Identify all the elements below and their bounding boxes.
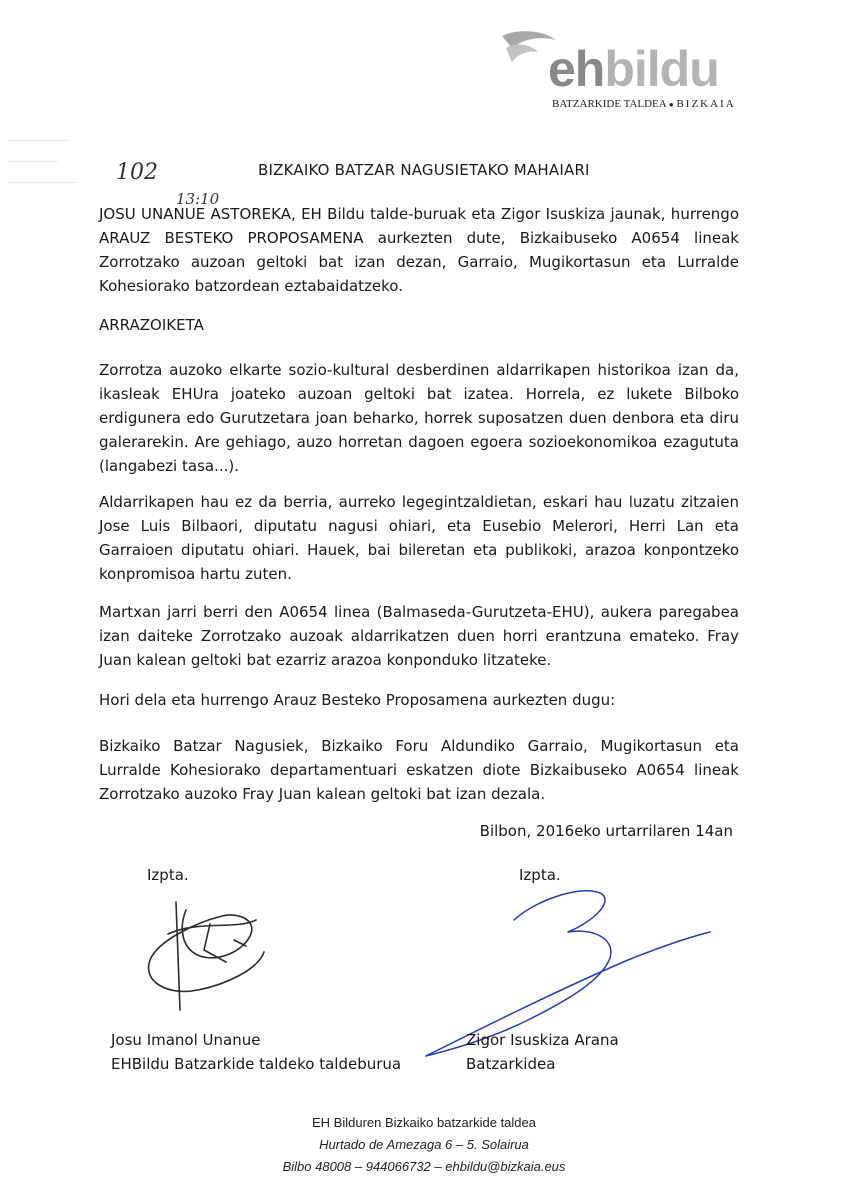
signature-label-right: Izpta. [519, 866, 561, 884]
signature-label-left: Izpta. [147, 866, 189, 884]
paragraph-2: Aldarrikapen hau ez da berria, aurreko legegintzaldietan, eskari hau luzatu zitzaien Jose Luis Bilbaori, diputatu nagusi ohiari, eta Eusebio Melerori, Herri Lan eta Garraioen diputatu ohiari. Hauek, bai bileretan eta publikoki, arazoa konpontzeko konpromisoa hartu zuten. [99, 493, 739, 583]
footer-line-3: Bilbo 48008 – 944066732 – ehbildu@bizkaia.eus [282, 1159, 566, 1174]
logo-subtitle [552, 98, 736, 110]
signer-right-role: Batzarkidea [466, 1055, 556, 1073]
intro-paragraph: JOSU UNANUE ASTOREKA, EH Bildu talde-buruak eta Zigor Isuskiza jaunak, hurrengo ARAUZ BESTEKO PROPOSAMENA aurkezten dute, Bizkaibuseko A0654 lineak Zorrotzako auzoan geltoki bat izan dezan, Garraio, Mugikortasun eta Lurralde Kohesiorako batzordean eztabaidatzeko. [99, 205, 739, 295]
footer-line-2: Hurtado de Amezaga 6 – 5. Solairua [319, 1137, 529, 1152]
ehbildu-logo: ehbildu [548, 41, 719, 97]
addressee-heading: BIZKAIKO BATZAR NAGUSIETAKO MAHAIARI [258, 161, 590, 179]
handwritten-time: 13:10 [176, 190, 220, 208]
signer-left-role: EHBildu Batzarkide taldeko taldeburua [111, 1055, 402, 1073]
logo-bullet: ● [668, 100, 674, 109]
place-date: Bilbon, 2016eko urtarrilaren 14an [479, 822, 733, 840]
section-title: ARRAZOIKETA [99, 316, 204, 334]
paragraph-3: Martxan jarri berri den A0654 linea (Balmaseda-Gurutzeta-EHU), aukera paregabea izan daiteke Zorrotzako auzoak aldarrikatzen duen horri erantzuna emateko. Fray Juan kalean geltoki bat ezarriz arazoa konponduko litzateke. [99, 603, 739, 669]
signature-left [138, 890, 278, 1020]
faded-stamp [8, 130, 78, 183]
signer-right [466, 1028, 619, 1076]
footer [0, 1112, 848, 1178]
paragraph-1: Zorrotza auzoko elkarte sozio-kultural desberdinen aldarrikapen historikoa izan da, ikasleak EHUra joateko auzoan geltoki bat izatea. Horrela, ez lukete Bilboko erdigunera edo Gurutzetara joan beharko, horrek suposatzen duen denbora eta diru galerarekin. Are gehiago, auzo horretan dagoen egoera sozioekonomikoa ezagututa (langabezi tasa...). [99, 361, 739, 475]
logo-subtitle-group: BATZARKIDE TALDEA [552, 98, 667, 110]
signer-left-name: Josu Imanol Unanue [111, 1031, 261, 1049]
handwritten-registry-number: 102 [116, 160, 158, 185]
signer-left [111, 1028, 401, 1076]
signer-right-name: Zigor Isuskiza Arana [466, 1031, 619, 1049]
footer-line-1: EH Bilduren Bizkaiko batzarkide taldea [311, 1115, 536, 1130]
proposal-paragraph: Bizkaiko Batzar Nagusiek, Bizkaiko Foru Aldundiko Garraio, Mugikortasun eta Lurralde Kohesiorako departamentuari eskatzen diote Bizkaibuseko A0654 lineak Zorrotzako auzoko Fray Juan kalean geltoki bat izan dezala. [99, 737, 739, 803]
paragraph-4: Hori dela eta hurrengo Arauz Besteko Proposamena aurkezten dugu: [99, 691, 616, 709]
logo-subtitle-province: BIZKAIA [676, 98, 736, 110]
